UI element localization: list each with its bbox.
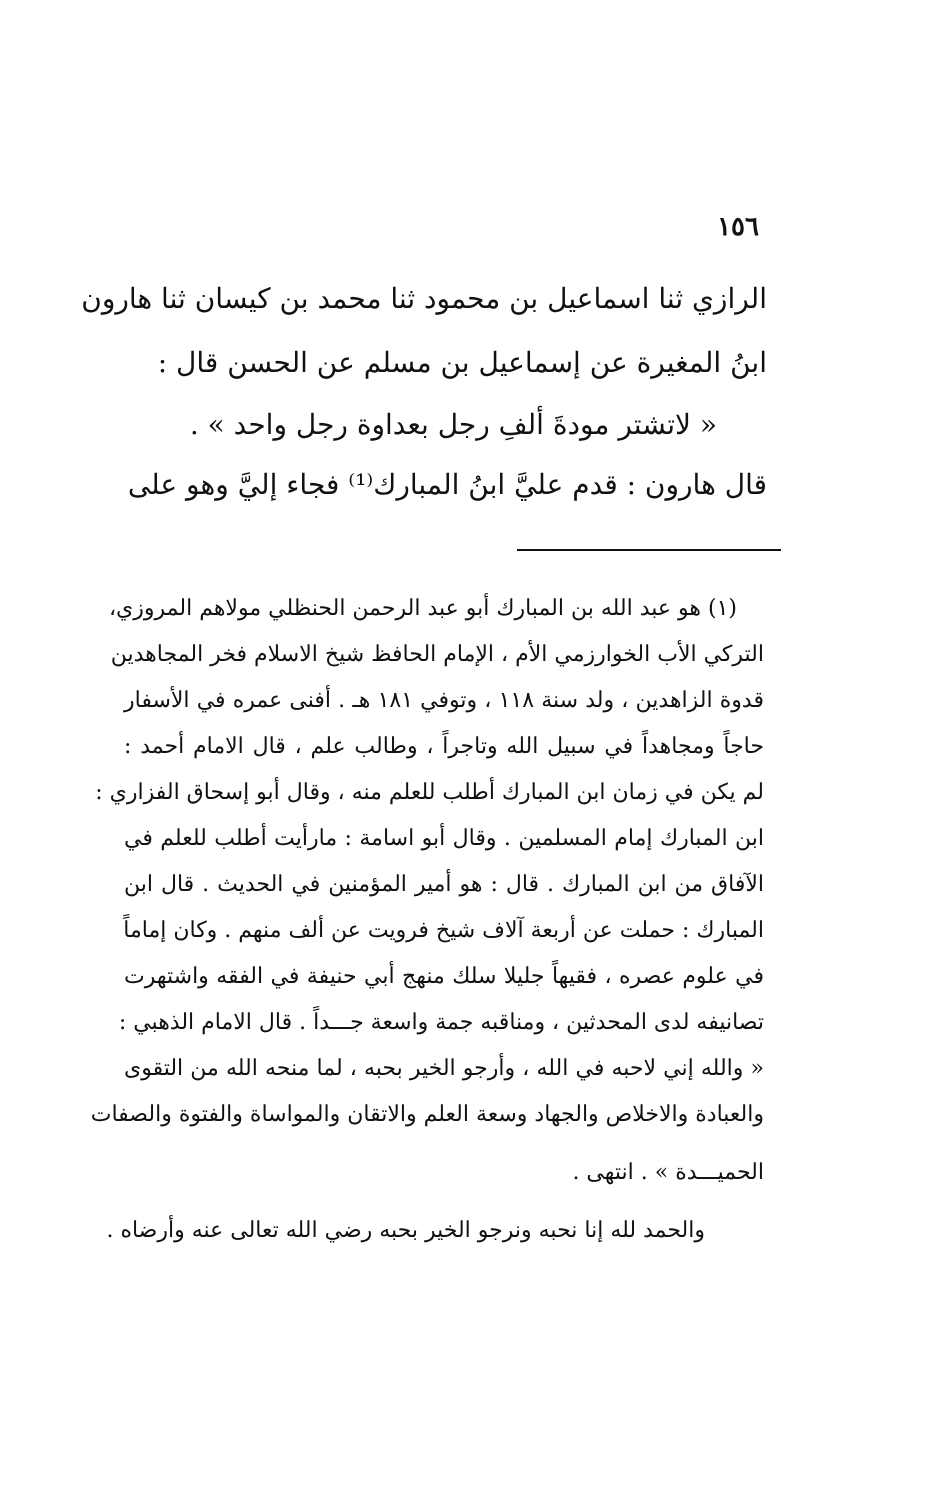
footnote-line: تصانيفه لدى المحدثين ، ومناقبه جمة واسعة جـــداً . قال الامام الذهبي : — [118, 1010, 764, 1035]
footnote-line: والعبادة والاخلاص والجهاد وسعة العلم والاتقان والمواساة والفتوة والصفات — [90, 1102, 764, 1127]
footnote-line: المبارك : حملت عن أربعة آلاف شيخ فرويت عن ألف منهم . وكان إماماً — [123, 918, 764, 943]
main-text-line: ابنُ المغيرة عن إسماعيل بن مسلم عن الحسن قال : — [157, 346, 767, 379]
footnote-line: لم يكن في زمان ابن المبارك أطلب للعلم منه ، وقال أبو إسحاق الفزاري : — [95, 780, 764, 805]
footnote-line: الحميـــدة » . انتهى . — [572, 1160, 764, 1185]
footnote-line: « والله إني لاحبه في الله ، وأرجو الخير بحبه ، لما منحه الله من التقوى — [124, 1056, 764, 1081]
main-text-line: الرازي ثنا اسماعيل بن محمود ثنا محمد بن كيسان ثنا هارون — [81, 282, 767, 315]
footnote-line: الآفاق من ابن المبارك . قال : هو أمير المؤمنين في الحديث . قال ابن — [124, 872, 764, 897]
footnote-line: ابن المبارك إمام المسلمين . وقال أبو اسامة : مارأيت أطلب للعلم في — [124, 826, 764, 851]
footnote-line: (١) هو عبد الله بن المبارك أبو عبد الرحمن الحنظلي مولاهم المروزي، — [108, 596, 737, 621]
footnote-line: قدوة الزاهدين ، ولد سنة ١١٨ ، وتوفي ١٨١ هـ . أفنى عمره في الأسفار — [124, 688, 764, 713]
main-text-line: قال هارون : قدم عليَّ ابنُ المبارك⁽¹⁾ فجاء إليَّ وهو على — [127, 468, 767, 501]
closing-line: والحمد لله إنا نحبه ونرجو الخير بحبه رضي الله تعالى عنه وأرضاه . — [106, 1218, 705, 1243]
footnote-line: في علوم عصره ، فقيهاً جليلا سلك منهج أبي حنيفة في الفقه واشتهرت — [124, 964, 764, 989]
footnote-line: حاجاً ومجاهداً في سبيل الله وتاجراً ، وطالب علم ، قال الامام أحمد : — [124, 734, 764, 759]
footnote-line: التركي الأب الخوارزمي الأم ، الإمام الحافظ شيخ الاسلام فخر المجاهدين — [110, 642, 764, 667]
footnote-separator — [517, 549, 781, 551]
page-number: ١٥٦ — [717, 212, 759, 242]
quoted-saying: « لاتشتر مودةَ ألفِ رجل بعداوة رجل واحد » . — [189, 408, 717, 441]
